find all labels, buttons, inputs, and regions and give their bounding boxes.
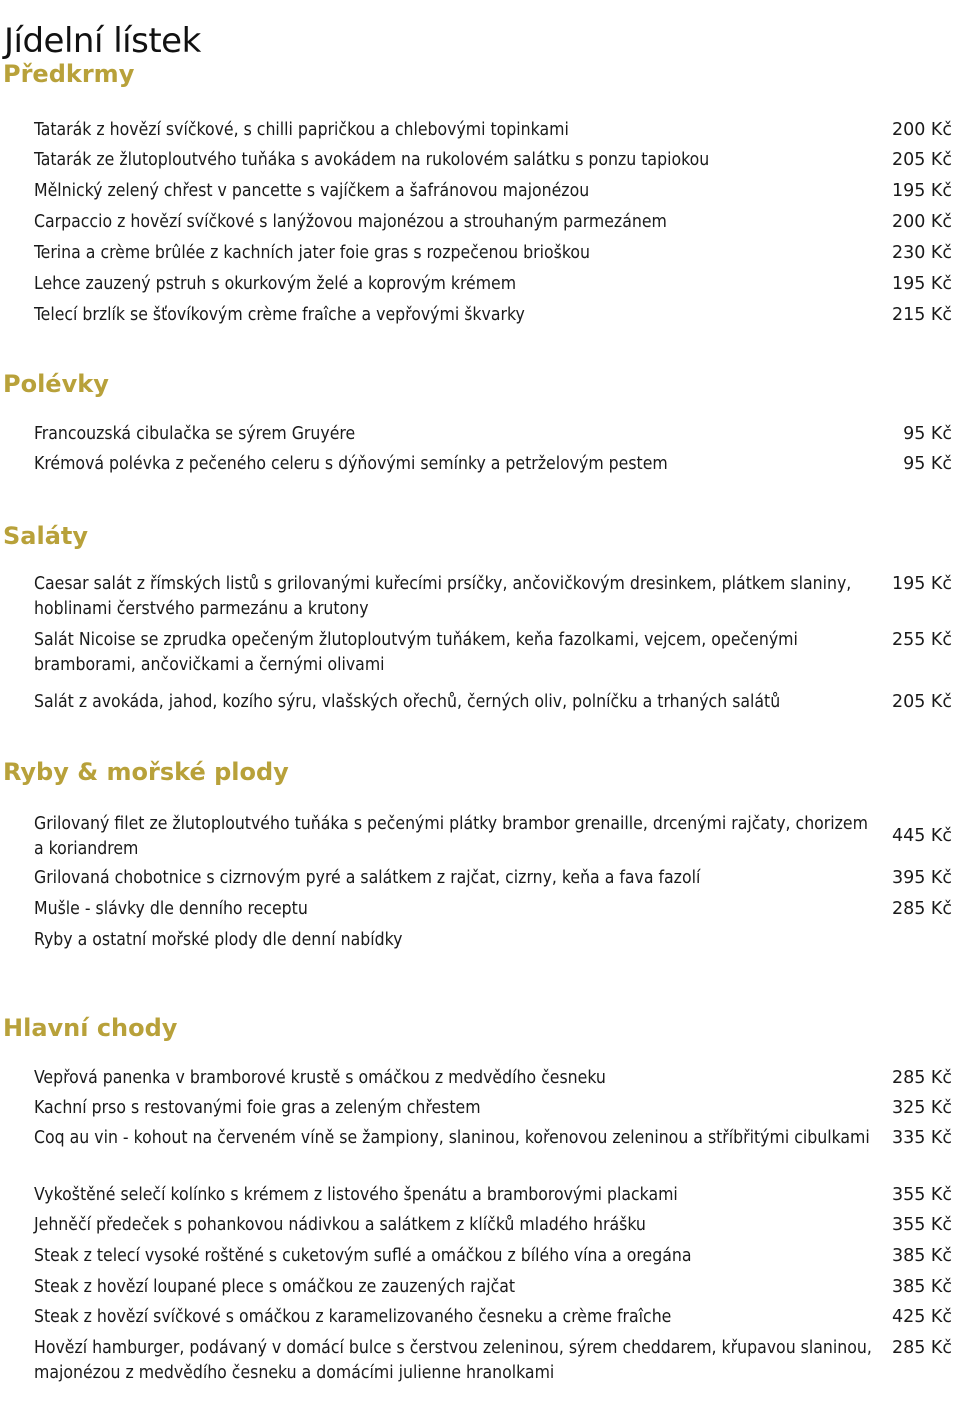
menu-item xyxy=(34,210,954,235)
menu-item-price: 445 Kč xyxy=(891,826,952,846)
menu-item-name: Caesar salát z římských listů s grilovanými kuřecími prsíčky, ančovičkovým dresinkem, plátkem slaniny, hoblinami čerstvého parmezánu a krutony xyxy=(34,574,852,619)
menu-item xyxy=(34,1305,954,1330)
menu-item-name: Steak z hovězí svíčkové s omáčkou z karamelizovaného česneku a crème fraîche xyxy=(34,1307,672,1327)
section-heading: Hlavní chody xyxy=(3,1014,178,1042)
menu-item xyxy=(34,1066,954,1091)
menu-item xyxy=(34,452,954,477)
menu-item xyxy=(34,272,954,297)
menu-item-name: Krémová polévka z pečeného celeru s dýňovými semínky a petrželovým pestem xyxy=(34,454,668,474)
menu-item xyxy=(34,422,954,447)
section-heading: Saláty xyxy=(3,522,89,550)
menu-item xyxy=(34,1126,954,1151)
menu-item-price: 205 Kč xyxy=(891,150,952,170)
menu-item-name: Kachní prso s restovanými foie gras a zeleným chřestem xyxy=(34,1098,481,1118)
menu-item-name: Grilovaná chobotnice s cizrnovým pyré a salátkem z rajčat, cizrny, keňa a fava fazolí xyxy=(34,868,701,888)
page-title: Jídelní lístek xyxy=(4,20,201,61)
menu-item-price: 385 Kč xyxy=(891,1277,952,1297)
menu-item-name: Mělnický zelený chřest v pancette s vajíčkem a šafránovou majonézou xyxy=(34,181,590,201)
menu-item xyxy=(34,1183,954,1208)
menu-item-name: Mušle - slávky dle denního receptu xyxy=(34,899,308,919)
menu-item xyxy=(34,179,954,204)
menu-item xyxy=(34,572,954,622)
menu-item-name: Carpaccio z hovězí svíčkové s lanýžovou majonézou a strouhaným parmezánem xyxy=(34,212,667,232)
menu-item xyxy=(34,1336,954,1386)
menu-item xyxy=(34,148,954,173)
menu-item-price: 285 Kč xyxy=(891,1068,952,1088)
menu-item-price: 335 Kč xyxy=(891,1128,952,1148)
menu-item-name: Grilovaný filet ze žlutoploutvého tuňáka s pečenými plátky brambor grenaille, drcenými rajčaty, chorizem a koriandrem xyxy=(34,814,868,859)
menu-item-name: Ryby a ostatní mořské plody dle denní nabídky xyxy=(34,930,403,950)
menu-item-price: 385 Kč xyxy=(891,1246,952,1266)
menu-item xyxy=(34,866,954,891)
menu-item-price: 95 Kč xyxy=(903,424,952,444)
menu-item xyxy=(34,241,954,266)
section-heading: Polévky xyxy=(3,370,109,398)
menu-item-price: 195 Kč xyxy=(891,574,952,594)
menu-item-price: 285 Kč xyxy=(891,899,952,919)
menu-item-price: 200 Kč xyxy=(891,212,952,232)
section-heading: Předkrmy xyxy=(3,60,135,88)
menu-item xyxy=(34,928,954,953)
menu-item-name: Salát z avokáda, jahod, kozího sýru, vlašských ořechů, černých oliv, polníčku a trhaných salátů xyxy=(34,692,781,712)
menu-item-name: Hovězí hamburger, podávaný v domácí bulce s čerstvou zeleninou, sýrem cheddarem, křupavou slaninou, majonézou z medvědího česneku a domácími julienne hranolkami xyxy=(34,1338,872,1383)
menu-item-name: Vepřová panenka v bramborové krustě s omáčkou z medvědího česneku xyxy=(34,1068,606,1088)
menu-item-name: Steak z telecí vysoké roštěné s cuketovým suflé a omáčkou z bílého vína a oregána xyxy=(34,1246,692,1266)
menu-item-name: Tatarák z hovězí svíčkové, s chilli papričkou a chlebovými topinkami xyxy=(34,120,569,140)
menu-item xyxy=(34,1275,954,1300)
menu-item-name: Jehněčí předeček s pohankovou nádivkou a salátkem z klíčků mladého hrášku xyxy=(34,1215,646,1235)
menu-item-price: 95 Kč xyxy=(903,454,952,474)
menu-item-price: 215 Kč xyxy=(891,305,952,325)
menu-item-price: 205 Kč xyxy=(891,692,952,712)
menu-item-price: 285 Kč xyxy=(891,1338,952,1358)
menu-item-price: 325 Kč xyxy=(891,1098,952,1118)
menu-item-name: Tatarák ze žlutoploutvého tuňáka s avokádem na rukolovém salátku s ponzu tapiokou xyxy=(34,150,710,170)
menu-item-name: Lehce zauzený pstruh s okurkovým želé a koprovým krémem xyxy=(34,274,517,294)
menu-item xyxy=(34,812,954,862)
menu-item-price: 230 Kč xyxy=(891,243,952,263)
menu-item-price: 355 Kč xyxy=(891,1215,952,1235)
section-heading: Ryby & mořské plody xyxy=(3,758,289,786)
menu-item-price: 195 Kč xyxy=(891,181,952,201)
menu-item xyxy=(34,1213,954,1238)
menu-item-price: 355 Kč xyxy=(891,1185,952,1205)
menu-item-name: Steak z hovězí loupané plece s omáčkou ze zauzených rajčat xyxy=(34,1277,516,1297)
menu-item xyxy=(34,118,954,143)
menu-item xyxy=(34,897,954,922)
menu-item xyxy=(34,628,954,678)
menu-item-price: 425 Kč xyxy=(891,1307,952,1327)
menu-item-price: 195 Kč xyxy=(891,274,952,294)
menu-item-name: Telecí brzlík se šťovíkovým crème fraîche a vepřovými škvarky xyxy=(34,305,525,325)
menu-item xyxy=(34,690,954,715)
menu-item-name: Terina a crème brûlée z kachních jater foie gras s rozpečenou brioškou xyxy=(34,243,590,263)
menu-item-name: Francouzská cibulačka se sýrem Gruyére xyxy=(34,424,356,444)
menu-item xyxy=(34,303,954,328)
menu-item xyxy=(34,1244,954,1269)
menu-item-name: Vykoštěné selečí kolínko s krémem z listového špenátu a bramborovými plackami xyxy=(34,1185,678,1205)
menu-item-price: 200 Kč xyxy=(891,120,952,140)
menu-item-price: 255 Kč xyxy=(891,630,952,650)
menu-item-name: Salát Nicoise se zprudka opečeným žlutoploutvým tuňákem, keňa fazolkami, vejcem, opečenými bramborami, ančovičkami a černými olivami xyxy=(34,630,798,675)
menu-item-name: Coq au vin - kohout na červeném víně se žampiony, slaninou, kořenovou zeleninou a stříbřitými cibulkami xyxy=(34,1128,870,1148)
menu-item xyxy=(34,1096,954,1121)
menu-item-price: 395 Kč xyxy=(891,868,952,888)
